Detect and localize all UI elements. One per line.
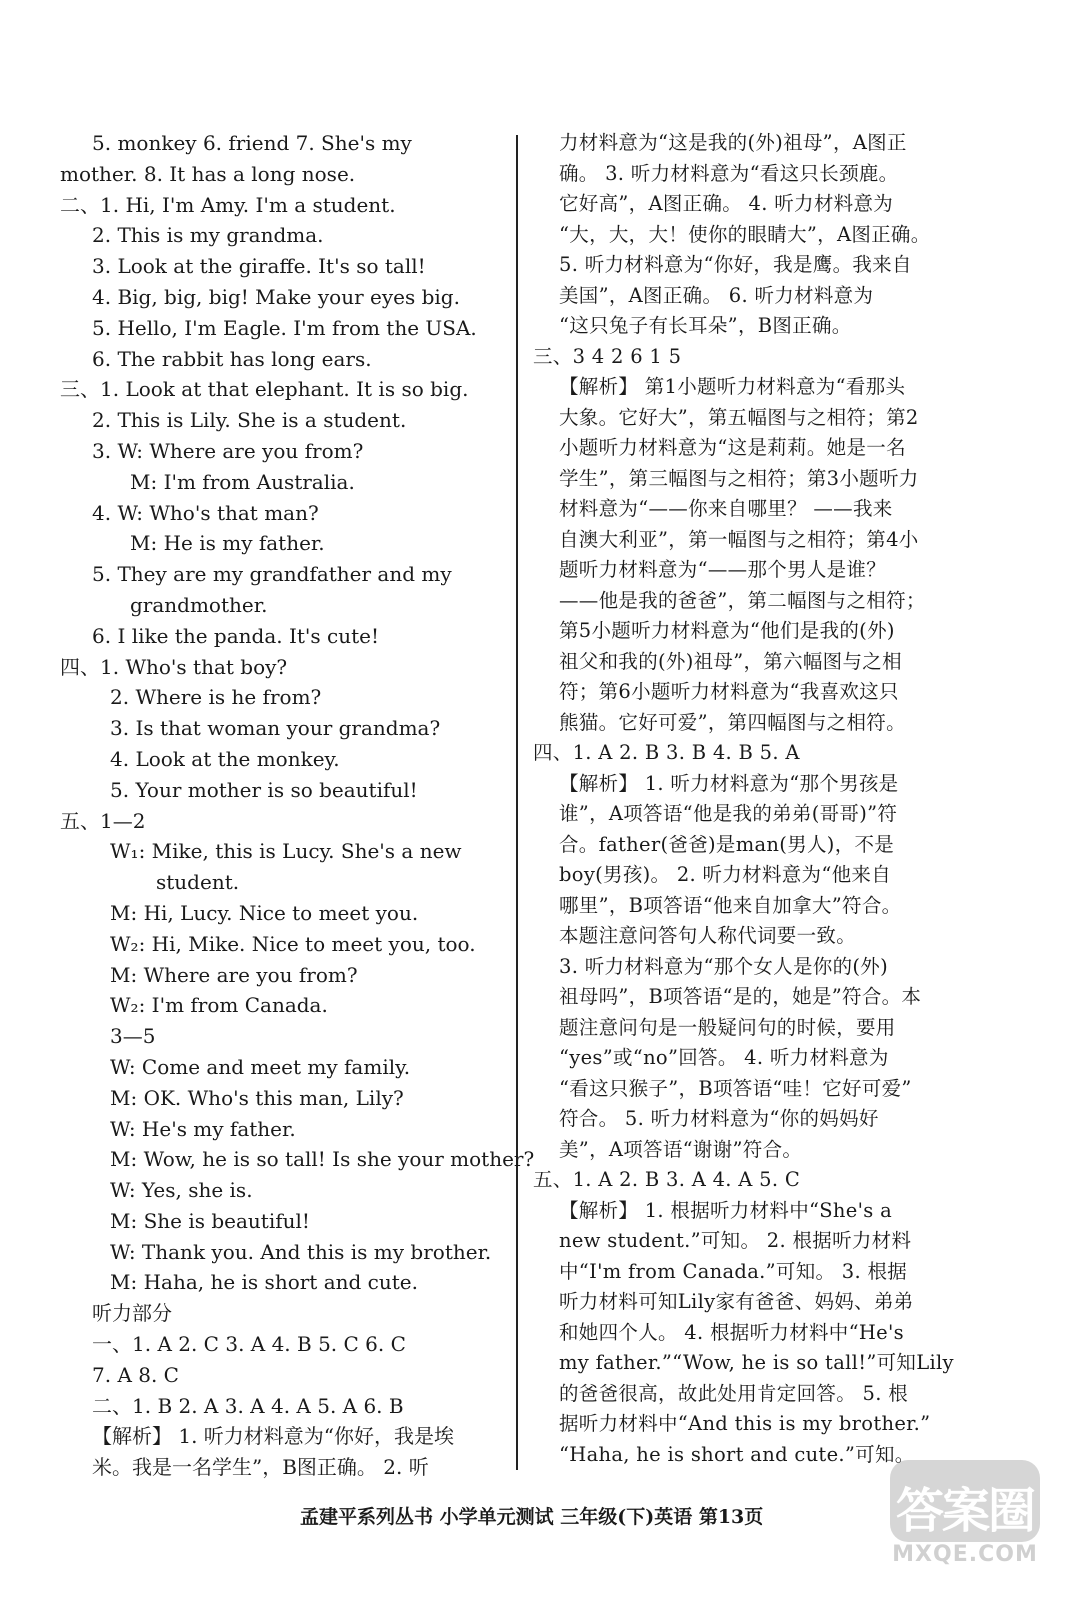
text-line: 4. Big, big, big! Make your eyes big. bbox=[92, 284, 460, 309]
text-line: 听力材料可知Lily家有爸爸、妈妈、弟弟 bbox=[559, 1290, 914, 1313]
text-line: “yes”或“no”回答。 4. 听力材料意为 bbox=[559, 1046, 889, 1069]
text-line: 大象。它好大”，第五幅图与之相符；第2 bbox=[559, 405, 919, 429]
text-line: mother. 8. It has a long nose. bbox=[60, 161, 356, 186]
text-line: 题注意问句是一般疑问句的时候，要用 bbox=[559, 1015, 896, 1039]
text-line: M: He is my father. bbox=[130, 531, 325, 556]
text-line: 小题听力材料意为“这是莉莉。她是一名 bbox=[559, 436, 906, 459]
left-column bbox=[60, 128, 535, 1483]
watermark-glyph: 案 bbox=[942, 1483, 991, 1539]
text-line: 四、1. Who's that boy? bbox=[60, 654, 288, 679]
text-line: W₂: Hi, Mike. Nice to meet you, too. bbox=[110, 931, 476, 956]
text-line: 【解析】 1. 根据听力材料中“She's a bbox=[559, 1198, 893, 1222]
text-line: 4. W: Who's that man? bbox=[92, 500, 319, 525]
text-line: new student.”可知。 2. 根据听力材料 bbox=[559, 1229, 912, 1252]
text-line: 符合。 5. 听力材料意为“你的妈妈好 bbox=[559, 1107, 879, 1130]
text-line: W: Yes, she is. bbox=[110, 1178, 253, 1203]
text-line: W₂: I'm from Canada. bbox=[110, 993, 328, 1018]
text-line: student. bbox=[156, 870, 240, 895]
text-line: 4. Look at the monkey. bbox=[110, 746, 340, 771]
text-line: 的爸爸很高，故此处用肯定回答。 5. 根 bbox=[559, 1381, 909, 1405]
text-line: 【解析】 1. 听力材料意为“那个男孩是 bbox=[559, 771, 899, 795]
column-divider bbox=[516, 135, 518, 1470]
text-line: 3. W: Where are you from? bbox=[92, 438, 364, 463]
text-line: my father.”“Wow, he is so tall!”可知Lily bbox=[559, 1351, 954, 1374]
text-line: 谁”，A项答语“他是我的弟弟(哥哥)”符 bbox=[559, 802, 898, 825]
text-line: M: Hi, Lucy. Nice to meet you. bbox=[110, 900, 419, 925]
text-line: W: Come and meet my family. bbox=[110, 1054, 411, 1079]
text-line: M: I'm from Australia. bbox=[130, 469, 355, 494]
text-line: 【解析】 第1小题听力材料意为“看那头 bbox=[559, 375, 906, 398]
text-line: 五、1—2 bbox=[60, 808, 146, 833]
text-line: 祖母吗”，B项答语“是的，她是”符合。本 bbox=[559, 985, 922, 1008]
text-line: 7. A 8. C bbox=[92, 1362, 179, 1387]
page-footer: 孟建平系列丛书 小学单元测试 三年级(下)英语 第13页 bbox=[300, 1506, 764, 1528]
text-line: “Haha, he is short and cute.”可知。 bbox=[559, 1442, 915, 1466]
text-line: 5. Your mother is so beautiful! bbox=[110, 777, 418, 802]
text-line: M: She is beautiful! bbox=[110, 1208, 310, 1233]
text-line: 6. I like the panda. It's cute! bbox=[92, 623, 380, 648]
text-line: 一、1. A 2. C 3. A 4. B 5. C 6. C bbox=[92, 1332, 406, 1357]
watermark-text: MXQE.COM bbox=[892, 1542, 1038, 1567]
text-line: W: Thank you. And this is my brother. bbox=[110, 1239, 492, 1264]
text-line: 6. The rabbit has long ears. bbox=[92, 346, 372, 371]
text-line: 本题注意问答句人称代词要一致。 bbox=[559, 924, 857, 947]
text-line: 米。我是一名学生”，B图正确。 2. 听 bbox=[92, 1455, 429, 1480]
text-line: 5. 听力材料意为“你好，我是鹰。我来自 bbox=[559, 253, 912, 276]
text-line: 第5小题听力材料意为“他们是我的(外) bbox=[559, 619, 895, 642]
text-line: 二、1. Hi, I'm Amy. I'm a student. bbox=[60, 192, 396, 217]
text-line: boy(男孩)。 2. 听力材料意为“他来自 bbox=[559, 863, 892, 886]
text-line: 2. This is my grandma. bbox=[92, 223, 324, 248]
text-line: 确。 3. 听力材料意为“看这只长颈鹿。 bbox=[559, 161, 899, 185]
text-line: W: He's my father. bbox=[110, 1116, 296, 1141]
text-line: 它好高”，A图正确。 4. 听力材料意为 bbox=[559, 192, 894, 215]
text-line: 题听力材料意为“——那个男人是谁？ bbox=[559, 558, 887, 581]
watermark-glyph: 圈 bbox=[988, 1483, 1037, 1539]
text-line: 2. This is Lily. She is a student. bbox=[92, 408, 407, 433]
text-line: M: OK. Who's this man, Lily? bbox=[110, 1085, 404, 1110]
text-line: W₁: Mike, this is Lucy. She's a new bbox=[110, 839, 462, 864]
text-line: 四、1. A 2. B 3. B 4. B 5. A bbox=[533, 741, 800, 764]
text-line: “这只兔子有长耳朵”，B图正确。 bbox=[559, 314, 852, 337]
text-line: 2. Where is he from? bbox=[110, 685, 322, 710]
text-line: 美国”，A图正确。 6. 听力材料意为 bbox=[559, 283, 874, 307]
text-line: 中“I'm from Canada.”可知。 3. 根据 bbox=[559, 1259, 908, 1283]
text-line: 据听力材料中“And this is my brother.” bbox=[559, 1412, 931, 1435]
text-line: 合。father(爸爸)是man(男人)，不是 bbox=[559, 832, 895, 856]
text-line: 听力部分 bbox=[92, 1301, 172, 1326]
watermark-badge bbox=[890, 1460, 1040, 1542]
text-line: M: Haha, he is short and cute. bbox=[110, 1270, 418, 1295]
text-line: 符；第6小题听力材料意为“我喜欢这只 bbox=[559, 680, 899, 703]
text-line: 三、3 4 2 6 1 5 bbox=[533, 344, 682, 368]
text-line: 祖父和我的(外)祖母”，第六幅图与之相 bbox=[559, 649, 902, 673]
text-line: grandmother. bbox=[130, 592, 268, 617]
text-line: 3. Look at the giraffe. It's so tall! bbox=[92, 254, 426, 279]
text-line: 5. monkey 6. friend 7. She's my bbox=[92, 131, 412, 155]
text-line: “看这只猴子”，B项答语“哇！它好可爱” bbox=[559, 1076, 912, 1100]
text-line: 3. Is that woman your grandma? bbox=[110, 716, 441, 741]
text-line: M: Where are you from? bbox=[110, 962, 358, 987]
text-line: 和她四个人。 4. 根据听力材料中“He's bbox=[559, 1320, 904, 1344]
text-line: 力材料意为“这是我的(外)祖母”，A图正 bbox=[559, 131, 907, 154]
text-line: ——他是我的爸爸”，第二幅图与之相符； bbox=[559, 588, 926, 612]
right-column bbox=[533, 128, 1013, 1470]
text-line: 二、1. B 2. A 3. A 4. A 5. A 6. B bbox=[92, 1393, 404, 1418]
text-line: 3—5 bbox=[110, 1024, 156, 1049]
text-line: 美”，A项答语“谢谢”符合。 bbox=[559, 1137, 803, 1161]
watermark-logo bbox=[890, 1460, 1040, 1580]
watermark-glyph: 答 bbox=[896, 1483, 945, 1539]
text-line: 3. 听力材料意为“那个女人是你的(外) bbox=[559, 954, 888, 978]
text-line: 五、1. A 2. B 3. A 4. A 5. C bbox=[533, 1168, 801, 1191]
text-line: “大，大，大！使你的眼睛大”，A图正确。 bbox=[559, 222, 931, 246]
text-line: 熊猫。它好可爱”，第四幅图与之相符。 bbox=[559, 710, 906, 734]
text-line: 自澳大利亚”，第一幅图与之相符；第4小 bbox=[559, 527, 919, 551]
text-line: 学生”，第三幅图与之相符；第3小题听力 bbox=[559, 466, 919, 490]
text-line: 【解析】 1. 听力材料意为“你好，我是埃 bbox=[92, 1424, 455, 1449]
text-line: 材料意为“——你来自哪里？ ——我来 bbox=[559, 497, 893, 520]
text-line: 哪里”，B项答语“他来自加拿大”符合。 bbox=[559, 893, 902, 917]
text-line: 5. Hello, I'm Eagle. I'm from the USA. bbox=[92, 315, 477, 340]
text-line: M: Wow, he is so tall! Is she your mother? bbox=[110, 1147, 535, 1172]
text-line: 5. They are my grandfather and my bbox=[92, 562, 452, 587]
text-line: 三、1. Look at that elephant. It is so big. bbox=[60, 377, 469, 402]
